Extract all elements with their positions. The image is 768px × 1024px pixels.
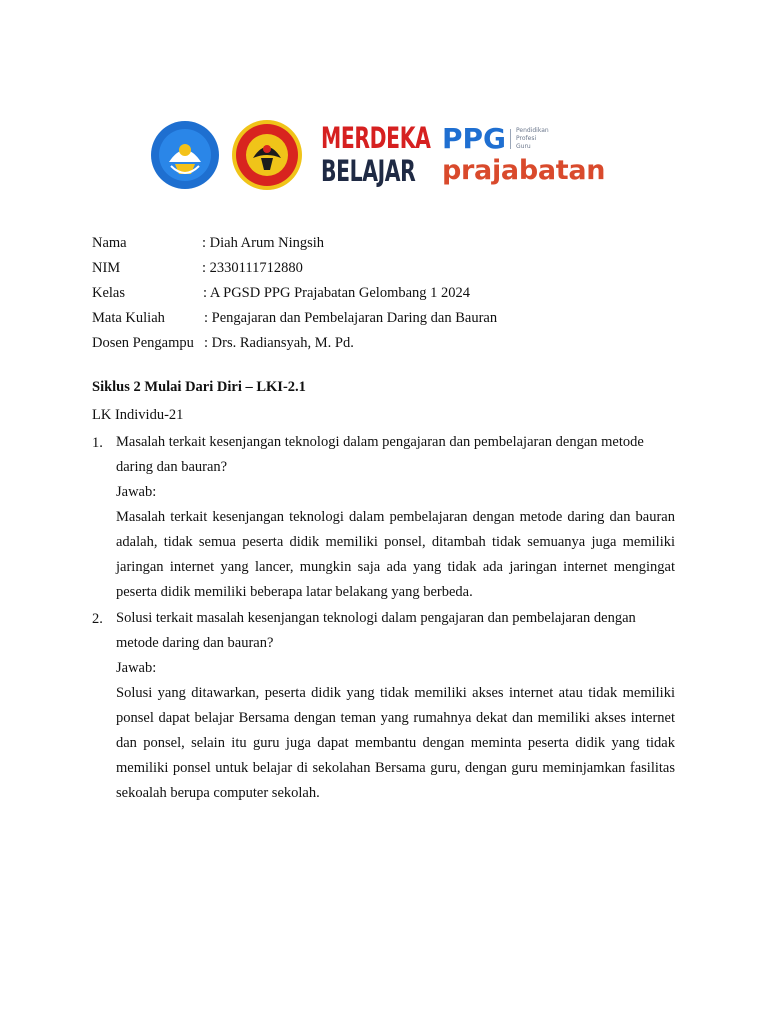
kemdikbud-logo [149,118,221,192]
merdeka-belajar-logo [321,121,433,189]
answer-text: Solusi yang ditawarkan, peserta didik yang tidak memiliki akses internet atau tidak memiliki ponsel dapat belajar Bersama dengan teman yang rumahnya dekat dan memiliki akses internet dan ponsel, selain itu guru juga dapat membantu dengan meminta peserta didik yang tidak memiliki ponsel untuk belajar di sekolahan Bersama guru, dengan guru meminjamkan fasilitas sekoalah berupa computer sekolah. [116,685,675,801]
question-line: Masalah terkait kesenjangan teknologi dalam pengajaran dan pembelajaran dengan metode [116,434,644,450]
question-line: Solusi terkait masalah kesenjangan teknologi dalam pengajaran dan pembelajaran dengan [116,610,636,626]
question-line: daring dan bauran? [116,459,228,475]
question-number: 2. [92,611,103,627]
answer-label: Jawab: [116,660,157,676]
identity-value: : 2330111712880 [202,260,303,276]
ppg-subtext-line: Guru [516,143,531,150]
question-1 [116,430,675,605]
identity-value: : Diah Arum Ningsih [202,235,325,251]
question-number: 1. [92,435,103,451]
identity-label: Mata Kuliah [92,310,165,326]
ppg-separator [510,129,511,149]
prajabatan-text: prajabatan [442,155,606,186]
identity-label: Dosen Pengampu [92,335,194,351]
ppg-text: PPG [442,122,507,155]
ppg-subtext [516,127,549,151]
identity-value: : Pengajaran dan Pembelajaran Daring dan Bauran [204,310,498,326]
question-line: metode daring dan bauran? [116,635,274,651]
identity-value: : Drs. Radiansyah, M. Pd. [204,335,354,351]
ppg-subtext-line: Profesi [516,135,537,142]
ppg-subtext-line: Pendidikan [516,127,549,134]
answer-text: Masalah terkait kesenjangan teknologi dalam pembelajaran dengan metode daring dan bauran adalah, tidak semua peserta didik memiliki ponsel, ditambah tidak semuanya juga memiliki jaringan internet yang lancer, mungkin saja ada yang tidak ada jaringan internet mengingat peserta didik memiliki beberapa latar belakang yang berbeda. [116,509,675,600]
ppg-prajabatan-logo [442,123,622,193]
merdeka-text: MERDEKA [321,121,431,155]
identity-label: Nama [92,235,127,251]
identity-value: : A PGSD PPG Prajabatan Gelombang 1 2024 [203,285,471,301]
question-2 [116,606,675,806]
answer-label: Jawab: [116,484,157,500]
ulm-logo [228,118,306,192]
identity-label: NIM [92,260,121,276]
header-banner [144,115,624,195]
identity-label: Kelas [92,285,126,301]
subtitle: LK Individu-21 [92,407,184,423]
section-title: Siklus 2 Mulai Dari Diri – LKI-2.1 [92,379,306,395]
belajar-text: BELAJAR [321,154,416,188]
